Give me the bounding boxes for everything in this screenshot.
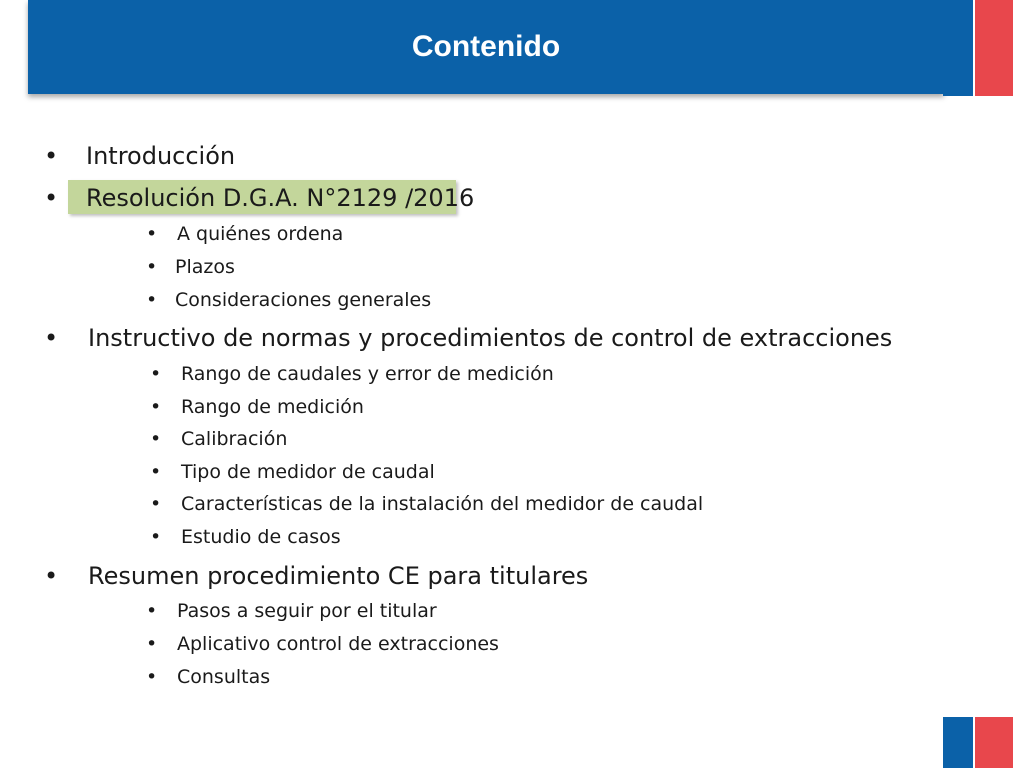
bullet-glyph: •: [44, 562, 59, 590]
outline-subitem: Plazos: [175, 256, 235, 278]
bullet-glyph: •: [150, 428, 162, 450]
outline-subitem: Rango de caudales y error de medición: [181, 363, 554, 385]
outline-item-introduccion: Introducción: [86, 142, 236, 170]
outline-subitem: Consultas: [177, 666, 271, 688]
outline-subitem: Calibración: [181, 428, 288, 450]
bullet-glyph: •: [150, 526, 162, 548]
outline-subitem: Tipo de medidor de caudal: [181, 461, 435, 483]
outline-subitem: Pasos a seguir por el titular: [177, 600, 437, 622]
outline-subitem: Aplicativo control de extracciones: [177, 633, 499, 655]
outline-item-instructivo: Instructivo de normas y procedimientos de control de extracciones: [88, 324, 893, 352]
outline-item-resumen: Resumen procedimiento CE para titulares: [88, 562, 589, 590]
bullet-glyph: •: [44, 184, 59, 212]
outline-subitem: A quiénes ordena: [177, 223, 344, 245]
bullet-glyph: •: [146, 633, 158, 655]
slide-title: Contenido: [411, 30, 561, 63]
bullet-glyph: •: [146, 666, 158, 688]
bullet-glyph: •: [150, 461, 162, 483]
bullet-glyph: •: [150, 363, 162, 385]
bullet-glyph: •: [146, 600, 158, 622]
outline-subitem: Estudio de casos: [181, 526, 341, 548]
bullet-glyph: •: [150, 493, 162, 515]
bullet-glyph: •: [146, 256, 158, 278]
bullet-glyph: •: [146, 289, 158, 311]
bullet-glyph: •: [150, 396, 162, 418]
bullet-glyph: •: [44, 324, 59, 352]
outline-subitem: Características de la instalación del medidor de caudal: [181, 493, 704, 515]
bullet-glyph: •: [146, 223, 158, 245]
outline-subitem: Consideraciones generales: [175, 289, 432, 311]
outline-subitem: Rango de medición: [181, 396, 364, 418]
bullet-glyph: •: [44, 142, 59, 170]
outline-item-resolucion: Resolución D.G.A. N°2129 /2016: [86, 184, 475, 212]
